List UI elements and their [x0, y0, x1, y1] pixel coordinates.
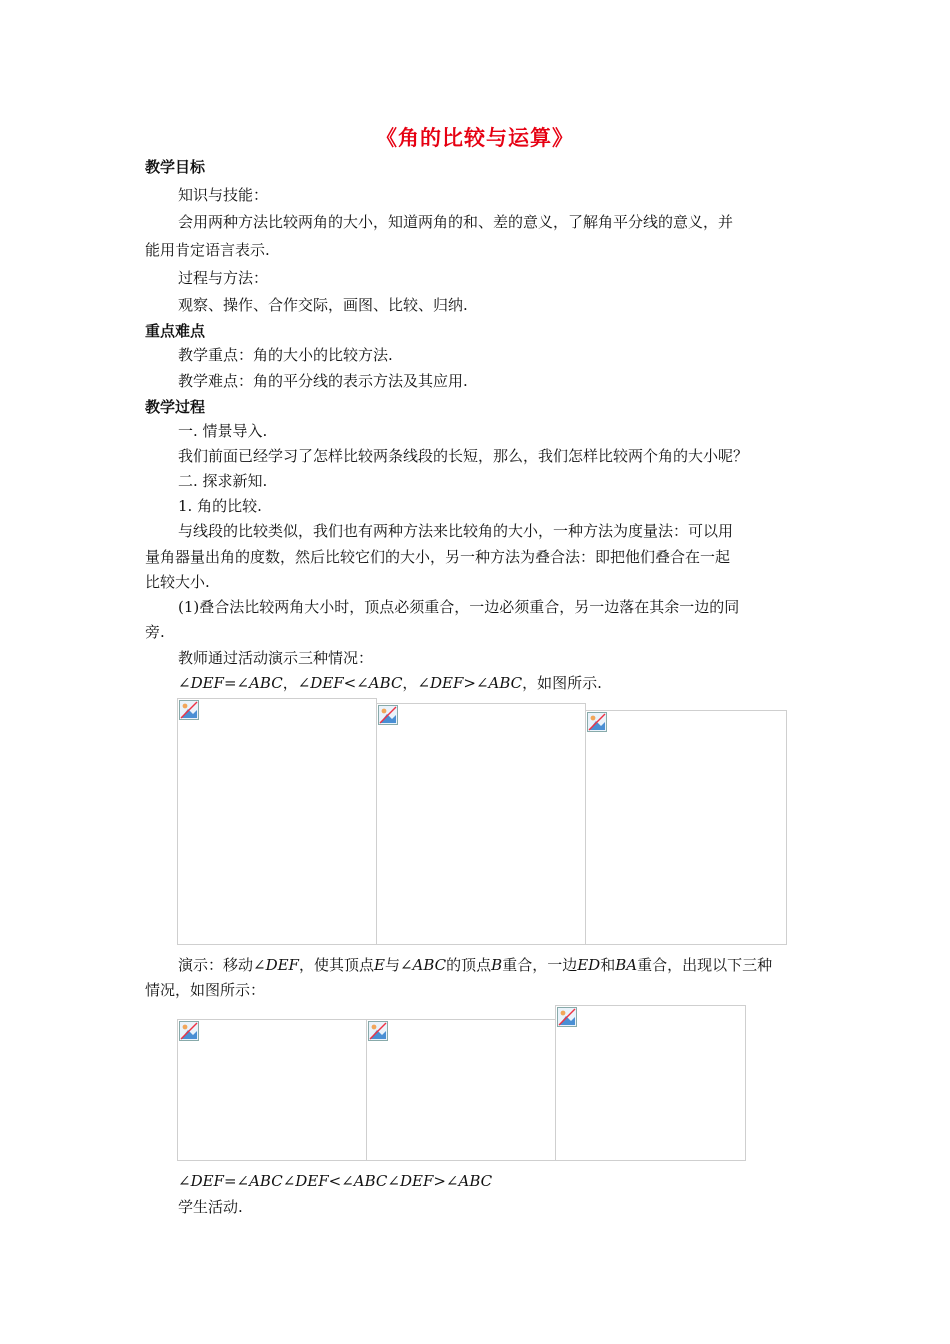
demo-text: 重合，一边: [502, 956, 578, 974]
document-title: 《角的比较与运算》: [376, 126, 574, 150]
goal-knowledge-text-2: 能用肯定语言表示.: [145, 241, 270, 259]
paragraph-2-line-1: (1)叠合法比较两角大小时，顶点必须重合，一边必须重合，另一边落在其余一边的同: [178, 598, 740, 616]
step-one-text: 我们前面已经学习了怎样比较两条线段的长短，那么，我们怎样比较两个角的大小呢？: [178, 447, 749, 465]
broken-image-icon: [557, 1007, 577, 1027]
demo-text: 的顶点: [446, 956, 492, 974]
demo-angle-def: ∠DEF: [253, 956, 299, 974]
demo-text: ，使其顶点: [298, 956, 374, 974]
demo-line-2: 情况，如图所示：: [145, 981, 266, 999]
demo-point-e: E: [373, 956, 385, 974]
difficult-point-text: 教学难点：角的平分线的表示方法及其应用.: [178, 372, 468, 390]
case-greater: ∠DEF>∠ABC: [417, 674, 523, 692]
demo-side-ba: BA: [615, 956, 638, 974]
heading-teaching-goals: 教学目标: [145, 158, 206, 176]
subsection-angle-compare: 1. 角的比较.: [178, 497, 262, 515]
cases-line: [178, 670, 810, 696]
step-two-heading: 二. 探求新知.: [178, 472, 268, 490]
paragraph-2-line-2: 旁.: [145, 623, 165, 641]
paragraph-1-line-2: 量角器量出角的度数，然后比较它们的大小，另一种方法为叠合法：即把他们叠合在一起: [145, 548, 731, 566]
demo-side-ed: ED: [577, 956, 601, 974]
goal-process-text: 观察、操作、合作交际，画图、比较、归纳.: [178, 296, 468, 314]
broken-image-icon: [587, 712, 607, 732]
broken-image-icon: [179, 700, 199, 720]
goal-process-label: 过程与方法：: [178, 269, 269, 287]
goal-knowledge-label: 知识与技能：: [178, 186, 269, 204]
demo-text: 重合，出现以下三种: [637, 956, 773, 974]
case-less: ∠DEF<∠ABC: [297, 674, 403, 692]
step-one-heading: 一. 情景导入.: [178, 422, 268, 440]
figure-placeholder-3: [585, 710, 787, 945]
case-sep-2: ，: [402, 674, 418, 692]
broken-image-icon: [368, 1021, 388, 1041]
case-tail: ，如图所示.: [522, 674, 602, 692]
demo-text: 和: [600, 956, 616, 974]
figure-captions: ∠DEF=∠ABC∠DEF<∠ABC∠DEF>∠ABC: [178, 1172, 493, 1190]
figure-placeholder-4: [177, 1019, 367, 1161]
figure-placeholder-1: [177, 698, 377, 945]
paragraph-3: 教师通过活动演示三种情况：: [178, 649, 374, 667]
broken-image-icon: [378, 705, 398, 725]
case-sep-1: ，: [282, 674, 298, 692]
figure-placeholder-6: [555, 1005, 746, 1161]
demo-angle-abc: ∠ABC: [399, 956, 447, 974]
student-activity: 学生活动.: [178, 1198, 243, 1216]
paragraph-1-line-1: 与线段的比较类似，我们也有两种方法来比较角的大小，一种方法为度量法：可以用: [178, 522, 734, 540]
broken-image-icon: [179, 1021, 199, 1041]
demo-text: 与: [384, 956, 400, 974]
demo-line-1: [178, 952, 810, 978]
case-equal: ∠DEF=∠ABC: [178, 674, 283, 692]
heading-teaching-process: 教学过程: [145, 398, 206, 416]
key-point-text: 教学重点：角的大小的比较方法.: [178, 346, 393, 364]
paragraph-1-line-3: 比较大小.: [145, 573, 210, 591]
demo-point-b: B: [491, 956, 503, 974]
goal-knowledge-text-1: 会用两种方法比较两角的大小，知道两角的和、差的意义，了解角平分线的意义，并: [178, 213, 734, 231]
heading-key-points: 重点难点: [145, 322, 206, 340]
figure-placeholder-5: [366, 1019, 556, 1161]
figure-placeholder-2: [376, 703, 586, 945]
demo-text: 演示：移动: [178, 956, 254, 974]
